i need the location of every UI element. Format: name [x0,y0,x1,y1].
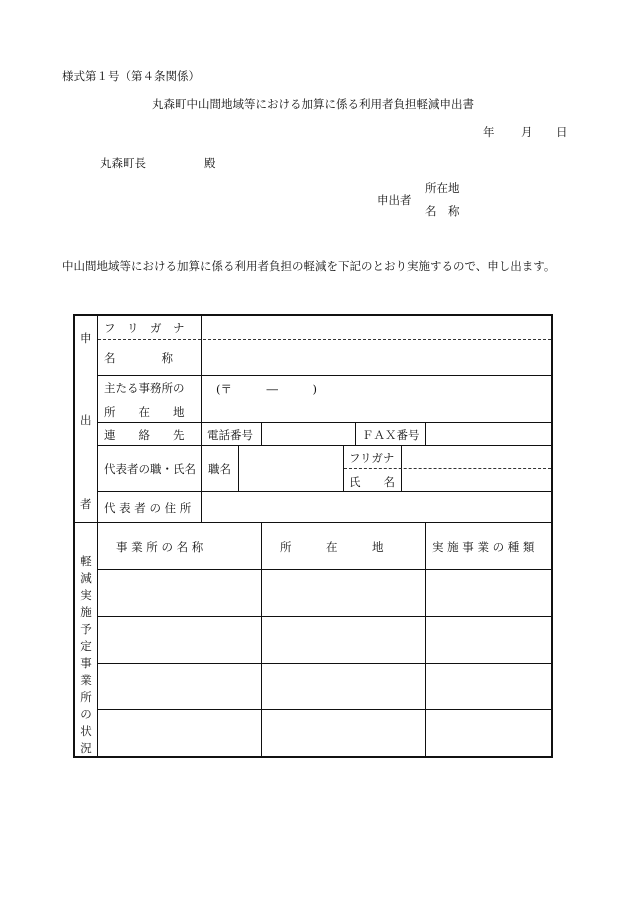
phone-field[interactable] [263,424,354,444]
addressee-name: 丸森町長 [100,156,146,170]
label-main-office-1: 主たる事務所の [104,381,185,395]
office-row-3-type[interactable] [427,665,550,708]
position-field[interactable] [240,447,342,490]
section-applicant-char-1: 申 [80,331,92,345]
date-month-label: 月 [521,125,533,139]
rep-address-field[interactable] [203,493,549,521]
office-row-4-type[interactable] [427,711,550,755]
section-applicant-char-3: 者 [80,497,92,511]
applicant-address-label: 所在地 [425,181,460,195]
postal-code-field[interactable]: (〒 ― ) [216,382,317,396]
office-row-3-name[interactable] [99,665,260,708]
name-field[interactable] [203,341,549,374]
label-phone: 電話番号 [207,428,253,442]
furigana-field[interactable] [203,318,549,338]
office-row-2-name[interactable] [99,618,260,662]
label-name: 名 称 [104,351,173,365]
date-year-label: 年 [483,125,495,139]
office-row-4-location[interactable] [263,711,424,755]
label-rep-title-name: 代表者の職・氏名 [104,462,196,476]
office-row-1-name[interactable] [99,571,260,615]
section-reduction-label: 軽 減 実 施 予 定 事 業 所 の 状 況 [80,554,92,755]
col-office-name: 事 業 所 の 名 称 [116,540,204,554]
applicant-name-label: 名 称 [425,204,460,218]
label-position: 職名 [208,462,231,476]
date-day-label: 日 [556,125,568,139]
office-row-1-type[interactable] [427,571,550,615]
form-number: 様式第１号（第４条関係） [62,69,200,83]
statement-text: 中山間地域等における加算に係る利用者負担の軽減を下記のとおり実施するので、申し出ます。 [62,259,556,273]
office-row-3-location[interactable] [263,665,424,708]
col-business-type: 実 施 事 業 の 種 類 [432,540,535,554]
office-row-2-location[interactable] [263,618,424,662]
col-location: 所 在 地 [280,540,384,554]
addressee-honorific: 殿 [204,156,216,170]
label-contact: 連 絡 先 [104,428,185,442]
fax-field[interactable] [427,424,550,444]
rep-name-field[interactable] [403,470,550,490]
document-title: 丸森町中山間地域等における加算に係る利用者負担軽減申出書 [152,97,474,111]
applicant-label: 申出者 [377,193,412,207]
label-fax: ＦＡＸ番号 [362,428,420,442]
label-rep-furigana: フリガナ [349,451,395,465]
rep-furigana-field[interactable] [403,447,550,467]
section-applicant-char-2: 出 [80,413,92,427]
office-row-2-type[interactable] [427,618,550,662]
label-rep-name: 氏 名 [349,475,395,489]
office-row-1-location[interactable] [263,571,424,615]
label-main-office-2: 所 在 地 [104,405,185,419]
office-row-4-name[interactable] [99,711,260,755]
label-furigana: フ リ ガ ナ [104,321,185,335]
label-rep-address: 代 表 者 の 住 所 [104,501,192,515]
